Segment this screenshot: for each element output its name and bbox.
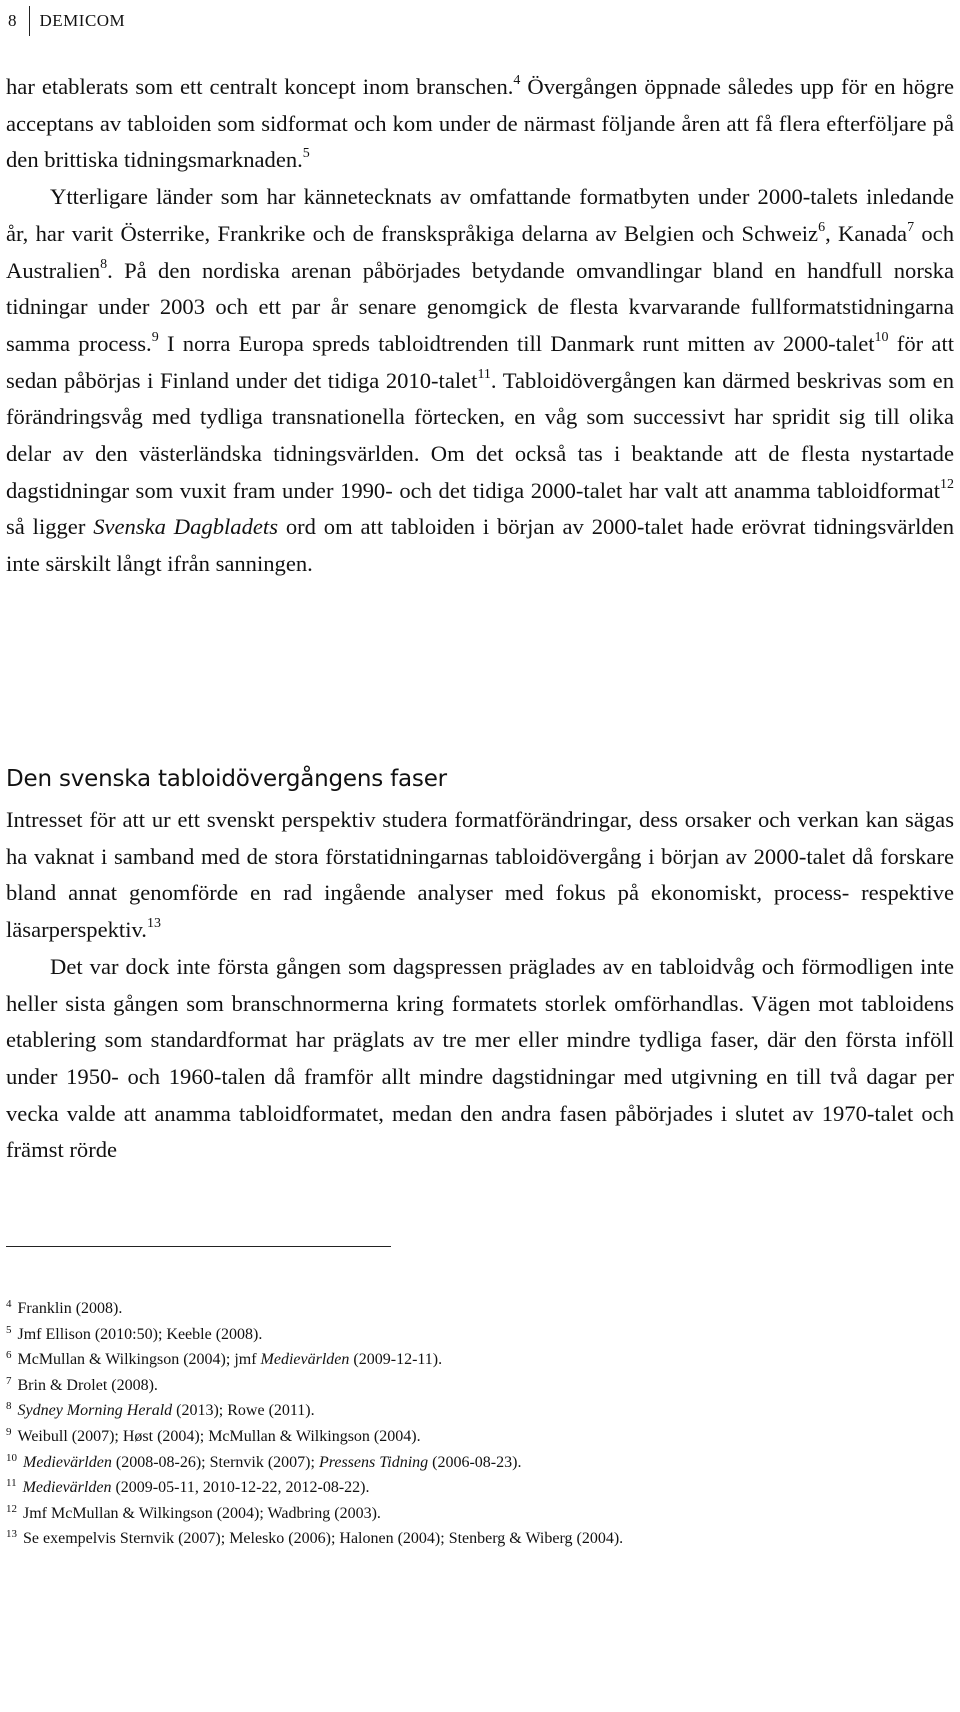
- footnote-number: 8: [6, 1400, 12, 1413]
- footnote-italic-text: Medievärlden: [23, 1453, 112, 1471]
- footnote-number: 6: [6, 1349, 12, 1362]
- footnote: [6, 1475, 954, 1501]
- footnote-ref[interactable]: 7: [907, 219, 915, 235]
- footnote-ref[interactable]: 4: [513, 73, 521, 88]
- footnote: [6, 1526, 954, 1552]
- footnote-text: (2008-08-26); Sternvik (2007);: [111, 1453, 319, 1471]
- section-heading: Den svenska tabloidövergångens faser: [6, 766, 447, 792]
- footnote-text: Brin & Drolet (2008).: [17, 1376, 158, 1394]
- footnote-text: Jmf Ellison (2010:50); Keeble (2008).: [17, 1325, 263, 1343]
- footnote-ref[interactable]: 11: [477, 366, 491, 382]
- text-run: . På den nordiska arenan påbörjades betydande omvandlingar bland en handfull norska tidningar under 2003 och ett par år senare genomgick de flesta kvarvarande fullformatstidningarna samma process.: [6, 257, 954, 356]
- footnote-number: 7: [6, 1374, 12, 1387]
- footnote-number: 9: [6, 1425, 12, 1438]
- footnote-text: McMullan & Wilkingson (2004); jmf: [17, 1351, 261, 1369]
- text-run: Ytterligare länder som har kännetecknats av omfattande formatbyten under 2000-talets inledande år, har varit Österrike, Frankrike och de franskspråkiga delarna av Belgien och Schweiz: [6, 184, 954, 246]
- footnotes: [6, 1296, 954, 1552]
- footnote-italic-text: Sydney Morning Herald: [17, 1402, 173, 1420]
- footnote-separator: [6, 1246, 391, 1247]
- text-run: Intresset för att ur ett svenskt perspektiv studera formatförändringar, dess orsaker och verkan kan sägas ha vaknat i samband med de stora förstatidningarnas tabloidövergång i början av 2000-talet då forskare bland annat genomförde en rad ingående analyser med fokus på ekonomiskt, process- respektive läsarperspektiv.: [6, 807, 954, 943]
- footnote-text: Weibull (2007); Høst (2004); McMullan & Wilkingson (2004).: [17, 1427, 421, 1445]
- footnote-italic-text: Medievärlden: [260, 1351, 350, 1369]
- footnote-ref[interactable]: 10: [874, 329, 889, 345]
- paragraph: [6, 179, 954, 583]
- footnote-text: (2009-05-11, 2010-12-22, 2012-08-22).: [111, 1479, 370, 1497]
- text-run: för att sedan påbörjas i Finland under det tidiga 2010-talet: [6, 330, 954, 393]
- paragraph: [6, 802, 954, 949]
- text-run: så ligger: [6, 514, 94, 540]
- text-run: , Kanada: [825, 220, 908, 246]
- main-text-top: [6, 69, 954, 583]
- text-run: Övergången öppnade således upp för en högre acceptans av tabloiden som sidformat och kom under de närmast följande åren att få flera efterföljare på den brittiska tidningsmarknaden.: [6, 74, 954, 173]
- footnote-ref[interactable]: 6: [818, 219, 826, 235]
- paragraph: [6, 949, 954, 1169]
- journal-name: DEMICOM: [39, 11, 126, 30]
- footnote-italic-text: Pressens Tidning: [318, 1453, 429, 1471]
- footnote-ref[interactable]: 8: [100, 256, 108, 272]
- text-run: och Australien: [6, 220, 955, 283]
- footnote-number: 5: [6, 1323, 12, 1336]
- footnote-text: Franklin (2008).: [17, 1300, 123, 1317]
- footnote: [6, 1450, 954, 1476]
- paragraph: [6, 69, 954, 179]
- footnote: [6, 1322, 954, 1348]
- text-run: Det var dock inte första gången som dagspressen präglades av en tabloidvåg och förmodligen inte heller sista gången som branschnormerna kring formatets storlek omförhandlas. Vägen mot tabloidens etablering som standardformat har präglats av tre mer eller mindre tydliga faser, där den första inföll under 1950- och 1960-talen då framför allt mindre dagstidningar med utgivning en till två dagar per vecka valde att anamma tabloidformatet, medan den andra fasen påbörjades i slutet av 1970-talet och främst rörde: [6, 953, 954, 1163]
- footnote: [6, 1398, 954, 1424]
- text-run: I norra Europa spreds tabloidtrenden till Danmark runt mitten av 2000-talet: [158, 330, 875, 356]
- footnote-text: (2013); Rowe (2011).: [172, 1402, 315, 1420]
- footnote-text: (2006-08-23).: [428, 1453, 522, 1471]
- footnote: [6, 1373, 954, 1399]
- footnote-number: 10: [6, 1451, 17, 1464]
- footnote: [6, 1424, 954, 1450]
- running-header: [8, 6, 125, 36]
- footnote-ref[interactable]: 13: [146, 916, 161, 932]
- footnote-text: Se exempelvis Sternvik (2007); Melesko (2006); Halonen (2004); Stenberg & Wiberg (2004).: [23, 1530, 624, 1548]
- footnote: [6, 1296, 954, 1322]
- footnote-ref[interactable]: 9: [151, 329, 159, 345]
- page-number: 8: [8, 11, 17, 30]
- text-run: . Tabloidövergången kan därmed beskrivas som en förändringsvåg med tydliga transnationella förtecken, en våg som successivt har spridit sig till olika delar av den västerländska tidningsvärlden. Om det också tas i beaktande att de flesta nystartade dagstidningar som vuxit fram under 1990- och det tidiga 2000-talet har valt att anamma tabloidformat: [6, 367, 954, 503]
- footnote: [6, 1501, 954, 1527]
- text-run: har etablerats som ett centralt koncept inom branschen.: [6, 74, 514, 99]
- newspaper-title: Svenska Dagbladets: [93, 514, 278, 540]
- footnote-ref[interactable]: 5: [302, 146, 310, 162]
- footnote-number: 11: [6, 1477, 17, 1490]
- footnote-number: 4: [6, 1298, 12, 1310]
- footnote-number: 12: [6, 1502, 17, 1515]
- main-text-bottom: [6, 802, 954, 1169]
- footnote-text: (2009-12-11).: [349, 1351, 443, 1369]
- footnote-number: 13: [6, 1528, 17, 1541]
- footnote-italic-text: Medievärlden: [22, 1479, 112, 1497]
- text-run: ord om att tabloiden i början av 2000-talet hade erövrat tidningsvärlden inte särskilt långt ifrån sanningen.: [6, 514, 954, 577]
- footnote-ref[interactable]: 12: [940, 476, 954, 492]
- footnote-text: Jmf McMullan & Wilkingson (2004); Wadbring (2003).: [23, 1504, 381, 1522]
- footnote: [6, 1347, 954, 1373]
